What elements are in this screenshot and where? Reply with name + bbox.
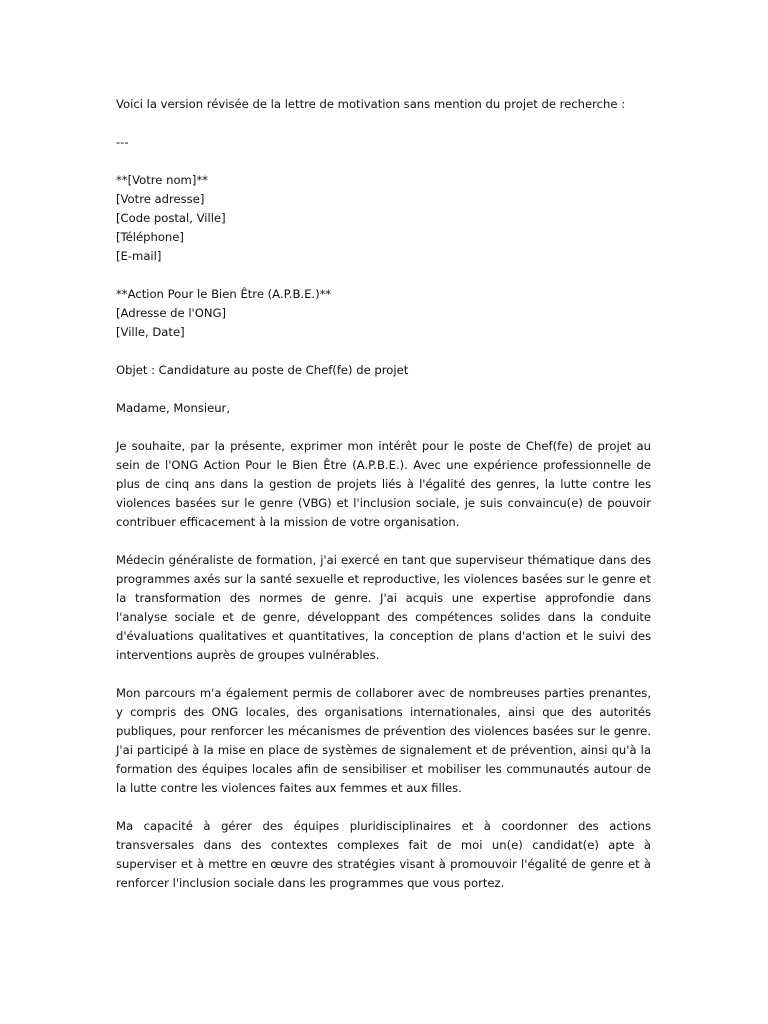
spacer xyxy=(116,152,651,171)
subject-line: Objet : Candidature au poste de Chef(fe) de projet xyxy=(116,363,409,377)
sender-email: [E-mail] xyxy=(116,249,162,263)
letter-document xyxy=(116,95,651,893)
sender-phone: [Téléphone] xyxy=(116,230,184,244)
spacer xyxy=(116,380,651,399)
recipient-city-date: [Ville, Date] xyxy=(116,325,185,339)
body-paragraph: Mon parcours m'a également permis de collaborer avec de nombreuses parties prenantes, y compris des ONG locales, des organisations internationales, ainsi que des autorités publiques, pour renforcer les mécanismes de prévention des violences basées sur le genre. J'ai participé à la mise en place de systèmes de signalement et de prévention, ainsi qu'à la formation des équipes locales afin de sensibiliser et mobiliser les communautés autour de la lutte contre les violences faites aux femmes et aux filles. xyxy=(116,686,651,795)
sender-postal-city: [Code postal, Ville] xyxy=(116,211,226,225)
spacer xyxy=(116,532,651,551)
intro-line: Voici la version révisée de la lettre de motivation sans mention du projet de recherche : xyxy=(116,97,626,111)
body-paragraph: Médecin généraliste de formation, j'ai exercé en tant que superviseur thématique dans des programmes axés sur la santé sexuelle et reproductive, les violences basées sur le genre et la transformation des normes de genre. J'ai acquis une expertise approfondie dans l'analyse sociale et de genre, développant des compétences solides dans la conduite d'évaluations qualitatives et quantitatives, la conception de plans d'action et le suivi des interventions auprès de groupes vulnérables. xyxy=(116,553,651,662)
spacer xyxy=(116,342,651,361)
body-paragraph: Ma capacité à gérer des équipes pluridisciplinaires et à coordonner des actions transversales dans des contextes complexes fait de moi un(e) candidat(e) apte à superviser et à mettre en œuvre des stratégies visant à promouvoir l'égalité de genre et à renforcer l'inclusion sociale dans les programmes que vous portez. xyxy=(116,819,651,890)
sender-name: **[Votre nom]** xyxy=(116,173,208,187)
recipient-address: [Adresse de l'ONG] xyxy=(116,306,227,320)
spacer xyxy=(116,114,651,133)
spacer xyxy=(116,418,651,437)
spacer xyxy=(116,665,651,684)
spacer xyxy=(116,266,651,285)
recipient-block xyxy=(116,285,651,342)
sender-block xyxy=(116,171,651,266)
body-paragraph: Je souhaite, par la présente, exprimer mon intérêt pour le poste de Chef(fe) de projet au sein de l'ONG Action Pour le Bien Être (A.P.B.E.). Avec une expérience professionnelle de plus de cinq ans dans la gestion de projets liés à l'égalité des genres, la lutte contre les violences basées sur le genre (VBG) et l'inclusion sociale, je suis convaincu(e) de pouvoir contribuer efficacement à la mission de votre organisation. xyxy=(116,439,651,529)
sender-address: [Votre adresse] xyxy=(116,192,205,206)
salutation: Madame, Monsieur, xyxy=(116,401,231,415)
separator-line: --- xyxy=(116,135,129,149)
spacer xyxy=(116,798,651,817)
recipient-org: **Action Pour le Bien Être (A.P.B.E.)** xyxy=(116,287,332,301)
